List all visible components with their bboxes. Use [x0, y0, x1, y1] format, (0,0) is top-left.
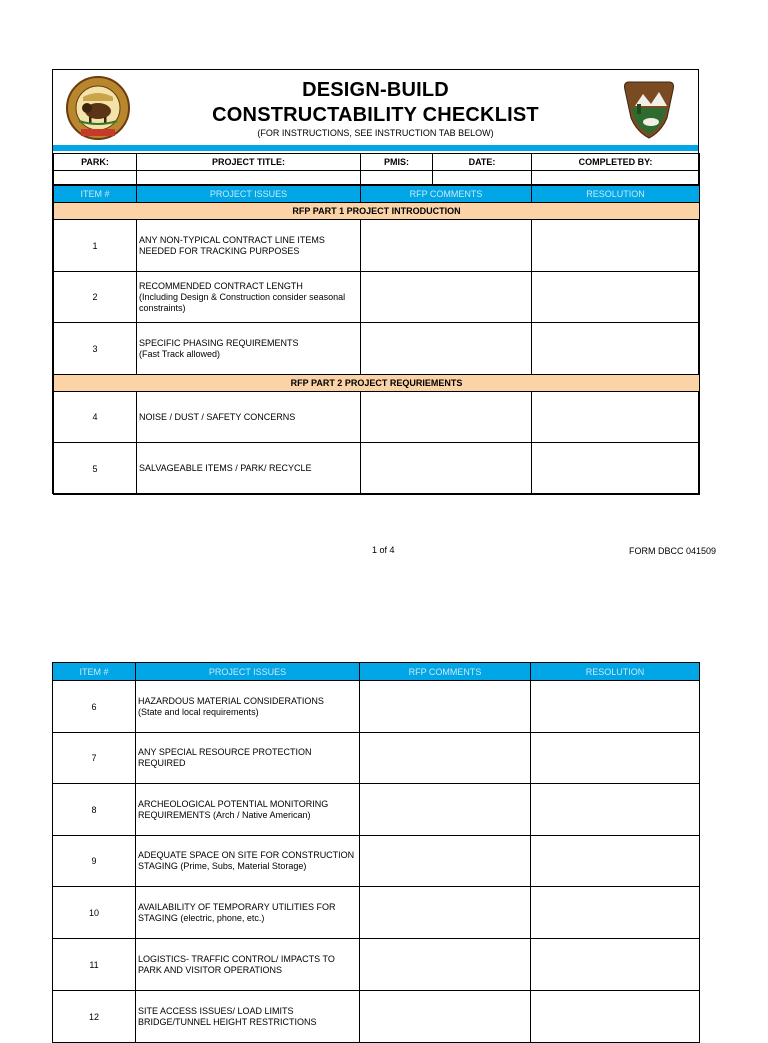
table-row	[53, 784, 700, 836]
resolution-cell[interactable]	[531, 733, 700, 784]
item-number: 4	[54, 392, 137, 443]
issue-text: RECOMMENDED CONTRACT LENGTH (Including Design & Construction consider seasonal constraints)	[137, 272, 361, 323]
date-label: DATE:	[433, 154, 532, 171]
issue-text: SITE ACCESS ISSUES/ LOAD LIMITS BRIDGE/TUNNEL HEIGHT RESTRICTIONS	[136, 991, 360, 1043]
project-title-input[interactable]	[137, 171, 361, 185]
rfp-comment-cell[interactable]	[361, 392, 532, 443]
issue-text: SALVAGEABLE ITEMS / PARK/ RECYCLE	[137, 443, 361, 495]
nps-arrowhead-logo	[621, 80, 677, 140]
item-number: 10	[53, 887, 136, 939]
rfp-comment-cell[interactable]	[360, 784, 531, 836]
date-input[interactable]	[433, 171, 532, 185]
blue-rule	[53, 145, 698, 151]
table-row	[54, 220, 700, 272]
pmis-input[interactable]	[361, 171, 433, 185]
title-line-2: CONSTRUCTABILITY CHECKLIST	[212, 104, 539, 126]
form-number: FORM DBCC 041509	[629, 546, 717, 556]
resolution-cell[interactable]	[531, 939, 700, 991]
item-number: 11	[53, 939, 136, 991]
park-label: PARK:	[54, 154, 137, 171]
table-row	[54, 392, 700, 443]
rfp-comment-cell[interactable]	[360, 836, 531, 887]
table-row	[53, 836, 700, 887]
resolution-cell[interactable]	[532, 220, 700, 272]
rfp-comment-cell[interactable]	[360, 991, 531, 1043]
issue-text: LOGISTICS- TRAFFIC CONTROL/ IMPACTS TO PARK AND VISITOR OPERATIONS	[136, 939, 360, 991]
resolution-cell[interactable]	[532, 392, 700, 443]
table-row	[54, 443, 700, 495]
resolution-cell[interactable]	[532, 272, 700, 323]
item-number: 5	[54, 443, 137, 495]
item-number: 9	[53, 836, 136, 887]
checklist-table-1	[53, 185, 700, 495]
resolution-cell[interactable]	[531, 784, 700, 836]
table-row	[54, 323, 700, 375]
title-block	[53, 70, 698, 145]
issue-text: SPECIFIC PHASING REQUIREMENTS (Fast Track allowed)	[137, 323, 361, 375]
section-part-1: RFP PART 1 PROJECT INTRODUCTION	[54, 203, 700, 220]
rfp-comment-cell[interactable]	[361, 323, 532, 375]
resolution-cell[interactable]	[532, 323, 700, 375]
table-row	[53, 991, 700, 1043]
completed-by-label: COMPLETED BY:	[532, 154, 700, 171]
issues-column-header: PROJECT ISSUES	[137, 186, 361, 203]
item-column-header: ITEM #	[53, 663, 136, 681]
item-number: 2	[54, 272, 137, 323]
issue-text: ADEQUATE SPACE ON SITE FOR CONSTRUCTION STAGING (Prime, Subs, Material Storage)	[136, 836, 360, 887]
resolution-column-header: RESOLUTION	[532, 186, 700, 203]
issue-text: ANY NON-TYPICAL CONTRACT LINE ITEMS NEEDED FOR TRACKING PURPOSES	[137, 220, 361, 272]
rfp-comment-cell[interactable]	[361, 272, 532, 323]
table-row	[53, 939, 700, 991]
table-row	[53, 681, 700, 733]
issue-text: ANY SPECIAL RESOURCE PROTECTION REQUIRED	[136, 733, 360, 784]
page-number: 1 of 4	[372, 545, 395, 555]
item-column-header: ITEM #	[54, 186, 137, 203]
resolution-cell[interactable]	[532, 443, 700, 495]
rfp-comment-cell[interactable]	[361, 443, 532, 495]
table-row	[54, 272, 700, 323]
rfp-comment-cell[interactable]	[360, 681, 531, 733]
project-info-table	[53, 153, 700, 185]
item-number: 3	[54, 323, 137, 375]
rfp-comment-cell[interactable]	[360, 887, 531, 939]
item-number: 1	[54, 220, 137, 272]
title-line-1: DESIGN-BUILD	[302, 79, 449, 101]
issue-text: NOISE / DUST / SAFETY CONCERNS	[137, 392, 361, 443]
issue-text: AVAILABILITY OF TEMPORARY UTILITIES FOR STAGING (electric, phone, etc.)	[136, 887, 360, 939]
rfp-comment-cell[interactable]	[360, 733, 531, 784]
checklist-page-1	[52, 69, 699, 494]
comments-column-header: RFP COMMENTS	[360, 663, 531, 681]
completed-by-input[interactable]	[532, 171, 700, 185]
resolution-cell[interactable]	[531, 991, 700, 1043]
issue-text: ARCHEOLOGICAL POTENTIAL MONITORING REQUIREMENTS (Arch / Native American)	[136, 784, 360, 836]
section-part-2: RFP PART 2 PROJECT REQURIEMENTS	[54, 375, 700, 392]
table-row	[53, 733, 700, 784]
issues-column-header: PROJECT ISSUES	[136, 663, 360, 681]
project-title-label: PROJECT TITLE:	[137, 154, 361, 171]
pmis-label: PMIS:	[361, 154, 433, 171]
resolution-column-header: RESOLUTION	[531, 663, 700, 681]
item-number: 7	[53, 733, 136, 784]
item-number: 6	[53, 681, 136, 733]
resolution-cell[interactable]	[531, 836, 700, 887]
comments-column-header: RFP COMMENTS	[361, 186, 532, 203]
table-row	[53, 887, 700, 939]
instructions-note: (FOR INSTRUCTIONS, SEE INSTRUCTION TAB BELOW)	[257, 128, 494, 138]
park-input[interactable]	[54, 171, 137, 185]
item-number: 8	[53, 784, 136, 836]
item-number: 12	[53, 991, 136, 1043]
issue-text: HAZARDOUS MATERIAL CONSIDERATIONS (State and local requirements)	[136, 681, 360, 733]
resolution-cell[interactable]	[531, 887, 700, 939]
checklist-table-2	[52, 662, 700, 1043]
resolution-cell[interactable]	[531, 681, 700, 733]
rfp-comment-cell[interactable]	[361, 220, 532, 272]
checklist-page-2	[52, 662, 699, 1027]
rfp-comment-cell[interactable]	[360, 939, 531, 991]
